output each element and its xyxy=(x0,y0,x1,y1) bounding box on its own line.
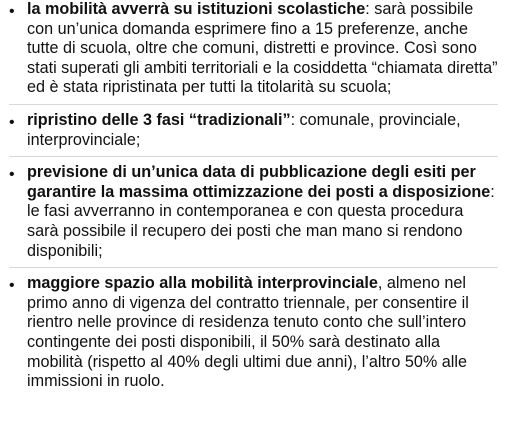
list-item xyxy=(9,163,498,261)
list-item xyxy=(9,0,498,98)
list-item-heading: maggiore spazio alla mobilità interprovinciale xyxy=(27,274,378,293)
bullet-icon: • xyxy=(9,3,15,20)
bullet-list xyxy=(9,0,498,392)
list-item-heading: previsione di un’unica data di pubblicazione degli esiti per garantire la massima ottimizzazione dei posti a disposizione xyxy=(27,163,491,201)
list-item-heading: la mobilità avverrà su istituzioni scolastiche xyxy=(27,0,366,18)
separator xyxy=(9,267,498,268)
separator xyxy=(9,156,498,157)
list-item-text: : sarà possibile con un’unica domanda esprimere fino a 15 preferenze, anche tutte di scuola, oltre che comuni, distretti e province. Così sono stati superati gli ambiti territoriali e la cosiddetta “chiamata diretta” ed è stata ripristinata per tutti la titolarità su scuola; xyxy=(27,0,498,97)
bullet-icon: • xyxy=(9,166,15,184)
list-item-text: : le fasi avverranno in contemporanea e con questa procedura sarà possibile il recupero dei posti che man mano si rendono disponibili; xyxy=(27,182,495,260)
separator xyxy=(9,104,498,105)
list-item xyxy=(9,274,498,392)
list-item xyxy=(9,111,498,150)
bullet-icon: • xyxy=(9,113,15,131)
list-item-text: , almeno nel primo anno di vigenza del contratto triennale, per consentire il rientro nelle province di residenza tenuto conto che sull’intero contingente dei posti disponibili, il 50% sarà destinato alla mobilità (rispetto al 40% degli ultimi due anni), l’altro 50% alle immissioni in ruolo. xyxy=(27,274,469,391)
list-item-text: : comunale, provinciale, interprovinciale; xyxy=(27,110,461,149)
list-item-heading: ripristino delle 3 fasi “tradizionali” xyxy=(27,110,291,129)
bullet-icon: • xyxy=(9,277,15,295)
